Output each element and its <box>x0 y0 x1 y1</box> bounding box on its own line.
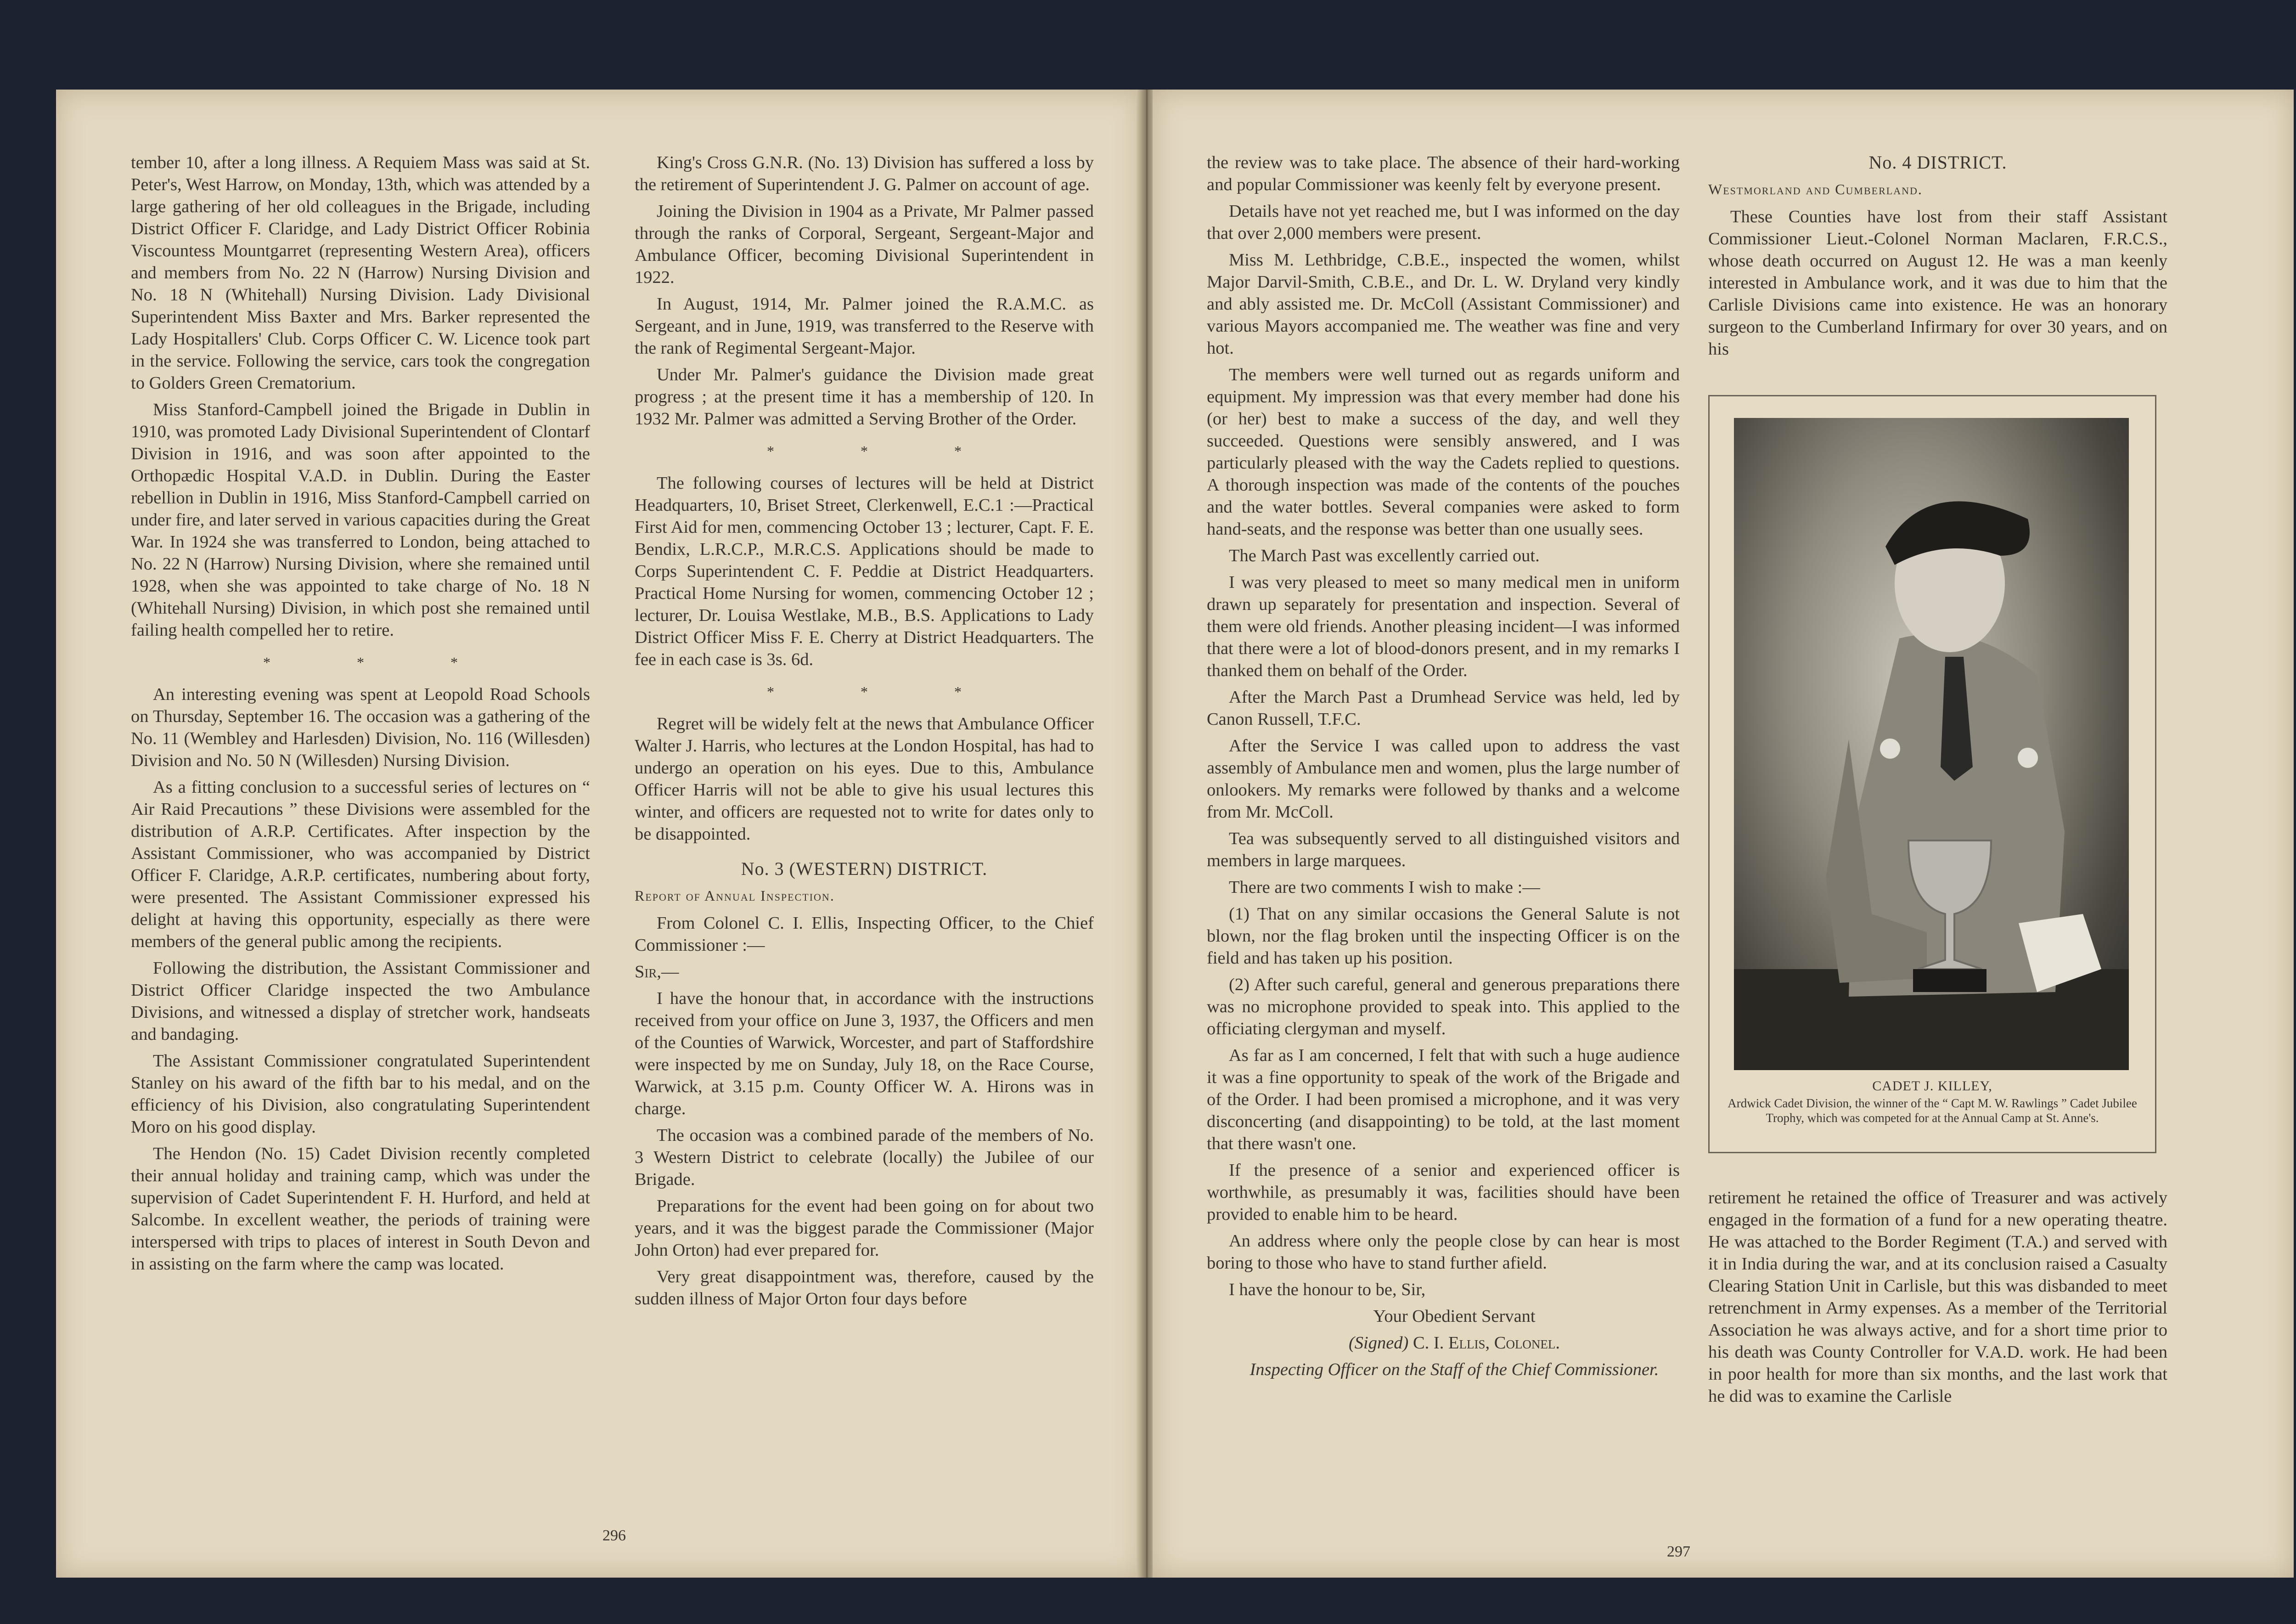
badge-shape <box>2018 748 2038 768</box>
left-page-column-1 <box>131 152 590 1280</box>
section-separator: * * * <box>263 654 499 671</box>
district-3-subheading: Report of Annual Inspection. <box>635 887 835 904</box>
paragraph: An interesting evening was spent at Leopold Road Schools on Thursday, September 16. The occasion was a gathering of the No. 11 (Wembley and Harlesden) Division, No. 116 (Willesden) Division and No. 50 N (Willesden) Nursing Division. <box>131 685 590 770</box>
signed-label: (Signed) <box>1348 1333 1409 1353</box>
paragraph: I was very pleased to meet so many medical men in uniform drawn up separately for presentation and inspection. Several of them were old friends. Another pleasing incident—I was informed that there were a lot of blood-donors present, and in my remarks I thanked them on behalf of the Order. <box>1207 573 1680 680</box>
paragraph: Tea was subsequently served to all distinguished visitors and members in large marquees. <box>1207 829 1680 870</box>
sign-off: Your Obedient Servant <box>1373 1307 1536 1326</box>
paragraph: Regret will be widely felt at the news that Ambulance Officer Walter J. Harris, who lectures at the London Hospital, has had to undergo an operation on his eyes. Due to this, Ambulance Officer Harris will not be able to give his usual lectures this winter, and officers are requested not to write for dates only to be disappointed. <box>635 714 1094 844</box>
paragraph: retirement he retained the office of Treasurer and was actively engaged in the formation of a fund for a new operating theatre. He was attached to the Border Regiment (T.A.) and served with it in India during the war, and at its conclusion raised a Casualty Clearing Station Unit in Carlisle, but this was disbanded to meet retrenchment in Army expenses. As a member of the Territorial Association he was always active, and for a short time prior to his death was County Controller for V.A.D. work. He had been in poor health for more than six months, and the last work that he did was to examine the Carlisle <box>1708 1188 2167 1406</box>
left-page <box>56 90 1142 1578</box>
signature-line <box>1207 1332 1680 1354</box>
section-separator: * * * <box>767 443 1003 459</box>
cadet-photograph <box>1734 418 2129 1070</box>
paragraph: Following the distribution, the Assistant Commissioner and District Officer Claridge inspected the two Ambulance Divisions, and witnessed a display of stretcher work, handseats and bandaging. <box>131 959 590 1044</box>
district-3-heading: No. 3 (WESTERN) DISTRICT. <box>741 858 988 879</box>
district-4-heading: No. 4 DISTRICT. <box>1868 152 2007 173</box>
page-number-right: 297 <box>1667 1543 1690 1560</box>
badge-shape <box>1880 739 1900 759</box>
paragraph: An address where only the people close by can hear is most boring to those who have to stand further afield. <box>1207 1231 1680 1273</box>
paragraph: Under Mr. Palmer's guidance the Division made great progress ; at the present time it has a membership of 120. In 1932 Mr. Palmer was admitted a Serving Brother of the Order. <box>635 365 1094 429</box>
paragraph: After the Service I was called upon to address the vast assembly of Ambulance men and women, plus the large number of onlookers. My remarks were followed by thanks and a welcome from Mr. McColl. <box>1207 736 1680 822</box>
paragraph: Details have not yet reached me, but I was informed on the day that over 2,000 members were present. <box>1207 202 1680 243</box>
paragraph: Joining the Division in 1904 as a Private, Mr Palmer passed through the ranks of Corporal, Sergeant, Sergeant-Major and Ambulance Officer, becoming Divisional Superintendent in 1922. <box>635 202 1094 287</box>
photo-caption <box>1719 1078 2146 1125</box>
district-4-subheading: Westmorland and Cumberland. <box>1708 181 1923 197</box>
page-number-left: 296 <box>602 1527 626 1544</box>
paragraph: The March Past was excellently carried out. <box>1229 546 1540 565</box>
paragraph: I have the honour that, in accordance with the instructions received from your office on June 3, 1937, the Officers and men of the Counties of Warwick, Worcester, and part of Staffordshire were inspected by me on Sunday, July 18, on the Race Course, Warwick, at 3.15 p.m. County Officer W. A. Hirons was in charge. <box>635 989 1094 1118</box>
paragraph: The following courses of lectures will be held at District Headquarters, 10, Briset Street, Clerkenwell, E.C.1 :—Practical First Aid for men, commencing October 13 ; lecturer, Capt. F. E. Bendix, L.R.C.P., M.R.C.S. Applications should be made to Corps Superintendent C. F. Peddie at District Headquarters. Practical Home Nursing for women, commencing October 12 ; lecturer, Dr. Louisa Westlake, M.B., B.S. Applications to Lady District Officer Miss F. E. Cherry at District Headquarters. The fee in each case is 3s. 6d. <box>635 474 1094 669</box>
paragraph: (2) After such careful, general and generous preparations there was no microphone provided to speak into. This applied to the officiating clergyman and myself. <box>1207 975 1680 1038</box>
paragraph: If the presence of a senior and experienced officer is worthwhile, as presumably it was, facilities should have been provided to enable him to be heard. <box>1207 1161 1680 1224</box>
paragraph: After the March Past a Drumhead Service was held, led by Canon Russell, T.F.C. <box>1207 688 1680 729</box>
paragraph: The occasion was a combined parade of the members of No. 3 Western District to celebrate (locally) the Jubilee of our Brigade. <box>635 1126 1094 1189</box>
photo-caption-text: Ardwick Cadet Division, the winner of the “ Capt M. W. Rawlings ” Cadet Jubilee Trophy, which was competed for at the Annual Camp at St. Anne's. <box>1728 1096 2137 1125</box>
salutation: Sir,— <box>635 962 679 981</box>
right-page-column-1 <box>1207 152 1680 1385</box>
cadet-photo-frame <box>1708 395 2156 1153</box>
trophy-base-shape <box>1913 969 1986 992</box>
cadet-portrait-illustration <box>1734 418 2129 1070</box>
paragraph: As a fitting conclusion to a successful series of lectures on “ Air Raid Precautions ” these Divisions were assembled for the distribution of A.R.P. Certificates. After inspection by the Assistant Commissioner, who was accompanied by District Officer F. Claridge, A.R.P. certificates, numbering about forty, were presented. The Assistant Commissioner expressed his delight at having this opportunity, especially as there were members of the general public among the recipients. <box>131 778 590 951</box>
paragraph: I have the honour to be, Sir, <box>1229 1280 1426 1299</box>
paragraph: The Hendon (No. 15) Cadet Division recently completed their annual holiday and training camp, which was under the supervision of Cadet Superintendent F. H. Hurford, and held at Salcombe. In excellent weather, the periods of training were interspersed with trips to places of interest in South Devon and in assisting on the farm where the camp was located. <box>131 1144 590 1274</box>
left-page-column-2 <box>635 152 1094 1314</box>
section-separator: * * * <box>767 683 1003 700</box>
signed-name: C. I. Ellis, Colonel. <box>1413 1333 1560 1353</box>
paragraph: Preparations for the event had been going on for about two years, and it was the biggest parade the Commissioner (Major John Orton) had ever prepared for. <box>635 1196 1094 1260</box>
paragraph: tember 10, after a long illness. A Requiem Mass was said at St. Peter's, West Harrow, on Monday, 13th, which was attended by a large gathering of her old colleagues in the Brigade, including District Officer F. Claridge, and Lady District Officer Robinia Viscountess Mountgarret (representing Western Area), officers and members from No. 22 N (Harrow) Nursing Division and No. 18 N (Whitehall) Nursing Division. Lady Divisional Superintendent Miss Baxter and Mrs. Barker represented the Lady Hospitallers' Club. Corps Officer C. W. Licence took part in the service. Following the service, cars took the congregation to Golders Green Crematorium. <box>131 153 590 393</box>
paragraph: In August, 1914, Mr. Palmer joined the R.A.M.C. as Sergeant, and in June, 1919, was transferred to the Reserve with the rank of Regimental Sergeant-Major. <box>635 294 1094 358</box>
paragraph: Miss M. Lethbridge, C.B.E., inspected the women, whilst Major Darvil-Smith, C.B.E., and Dr. L. W. Dryland very kindly and ably assisted me. Dr. McColl (Assistant Commissioner) and various Mayors accompanied me. The weather was fine and very hot. <box>1207 250 1680 358</box>
paragraph: As far as I am concerned, I felt that with such a huge audience it was a fine opportunity to speak of the work of the Brigade and of the Order. I had been promised a microphone, and it was very disconcerting (and disappointing) to be told, at the last moment that there wasn't one. <box>1207 1046 1680 1153</box>
paragraph: Very great disappointment was, therefore, caused by the sudden illness of Major Orton four days before <box>635 1267 1094 1308</box>
paragraph: There are two comments I wish to make :— <box>1229 878 1540 897</box>
paragraph: From Colonel C. I. Ellis, Inspecting Officer, to the Chief Commissioner :— <box>635 914 1094 955</box>
paragraph: King's Cross G.N.R. (No. 13) Division has suffered a loss by the retirement of Superintendent J. G. Palmer on account of age. <box>635 153 1094 194</box>
paragraph: The Assistant Commissioner congratulated Superintendent Stanley on his award of the fifth bar to his medal, and on the efficiency of his Division, also congratulating Superintendent Moro on his good display. <box>131 1051 590 1137</box>
paragraph: the review was to take place. The absence of their hard-working and popular Commissioner was keenly felt by everyone present. <box>1207 153 1680 194</box>
paragraph: These Counties have lost from their staff Assistant Commissioner Lieut.-Colonel Norman Maclaren, F.R.C.S., whose death occurred on August 12. He was a man keenly interested in Ambulance work, and it was due to him that the Carlisle Divisions came into existence. He was an honorary surgeon to the Cumberland Infirmary for over 30 years, and on his <box>1708 207 2167 359</box>
photo-caption-title: CADET J. KILLEY, <box>1872 1078 1992 1094</box>
signed-role: Inspecting Officer on the Staff of the Chief Commissioner. <box>1249 1360 1659 1379</box>
paragraph: (1) That on any similar occasions the General Salute is not blown, nor the flag broken until the inspecting Officer is on the field and has taken up his position. <box>1207 904 1680 968</box>
paragraph: Miss Stanford-Campbell joined the Brigade in Dublin in 1910, was promoted Lady Divisional Superintendent of Clontarf Division in 1916, and was soon after appointed to the Orthopædic Hospital V.A.D. in Dublin. During the Easter rebellion in Dublin in 1916, Miss Stanford-Campbell carried on under fire, and later served in various capacities during the Great War. In 1924 she was transferred to London, being attached to No. 22 N (Harrow) Nursing Division, where she remained until 1928, when she was appointed to take charge of No. 18 N (Whitehall Nursing) Division, in which post she remained until failing health compelled her to retire. <box>131 400 590 640</box>
paragraph: The members were well turned out as regards uniform and equipment. My impression was that every member had done his (or her) best to make a success of the day, and well they succeeded. Questions were sensibly answered, and I was particularly pleased with the way the Cadets replied to questions. A thorough inspection was made of the contents of the pouches and the water bottles. Several companies were asked to form hand-seats, and the response was better than one usually sees. <box>1207 365 1680 539</box>
